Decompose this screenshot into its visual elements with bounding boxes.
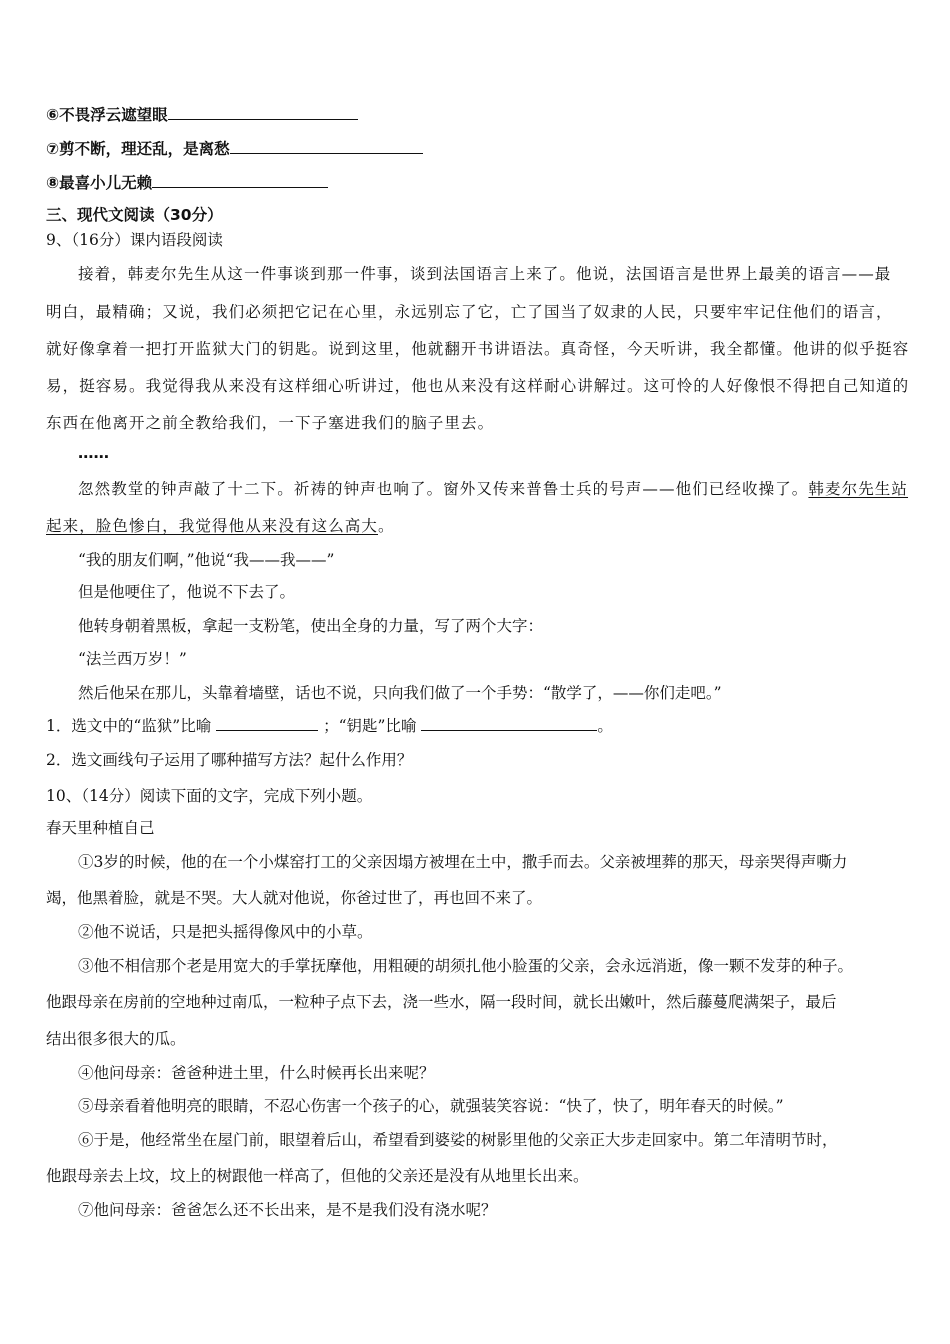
section-title: 三、现代文阅读（30分）: [46, 206, 223, 224]
underlined-sentence: 起来，脸色惨白，我觉得他从来没有这么高大: [46, 517, 379, 535]
poem-line-6: ⑥不畏浮云遮望眼: [46, 104, 358, 125]
answer-blank[interactable]: [152, 172, 328, 188]
paragraph-line: 易，挺容易。我觉得我从来没有这样细心听讲过，他也从来没有这样耐心讲解过。这可怜的人好像恨不得把自己知道的: [46, 377, 910, 395]
paragraph-line: 他跟母亲去上坟，坟上的树跟他一样高了，但他的父亲还是没有从地里长出来。: [46, 1167, 589, 1185]
paragraph-line: 他转身朝着黑板，拿起一支粉笔，使出全身的力量，写了两个大字：: [78, 617, 544, 635]
question-9-heading: 9、（16分）课内语段阅读: [46, 231, 223, 249]
answer-blank[interactable]: [421, 715, 597, 731]
paragraph-line: ①3岁的时候，他的在一个小煤窑打工的父亲因塌方被埋在土中，撒手而去。父亲被埋葬的那天，母亲哭得声嘶力: [78, 853, 848, 871]
paragraph-line: 明白，最精确；又说，我们必须把它记在心里，永远别忘了它，亡了国当了奴隶的人民，只要牢牢记住他们的语言，: [46, 303, 893, 321]
paragraph-line: 起来，脸色惨白，我觉得他从来没有这么高大。: [46, 517, 395, 535]
answer-blank[interactable]: [216, 715, 318, 731]
paragraph-line: 忽然教堂的钟声敲了十二下。祈祷的钟声也响了。窗外又传来普鲁士兵的号声——他们已经收操了。韩麦尔先生站: [78, 480, 909, 498]
paragraph-line: 接着，韩麦尔先生从这一件事谈到那一件事，谈到法国语言上来了。他说，法国语言是世界上最美的语言——最: [78, 265, 892, 283]
poem-line-7: ⑦剪不断，理还乱，是离愁: [46, 138, 423, 159]
paragraph-line: ⑦他问母亲：爸爸怎么还不长出来，是不是我们没有浇水呢？: [78, 1201, 497, 1219]
paragraph-line: ②他不说话，只是把头摇得像风中的小草。: [78, 923, 373, 941]
paragraph-line: 就好像拿着一把打开监狱大门的钥匙。说到这里，他就翻开书讲语法。真奇怪，今天听讲，我全都懂。他讲的似乎挺容: [46, 340, 910, 358]
subquestion-1: 1．选文中的“监狱”比喻 ；“钥匙”比喻 。: [46, 717, 613, 735]
paragraph-line: 东西在他离开之前全教给我们，一下子塞进我们的脑子里去。: [46, 414, 495, 432]
paragraph-line: 结出很多很大的瓜。: [46, 1030, 186, 1048]
answer-blank[interactable]: [168, 104, 358, 120]
paragraph-line: ⑤母亲看着他明亮的眼睛，不忍心伤害一个孩子的心，就强装笑容说：“快了，快了，明年春天的时候。”: [78, 1097, 784, 1115]
paragraph-line: “我的朋友们啊，”他说“我——我——”: [78, 551, 335, 569]
answer-blank[interactable]: [230, 138, 423, 154]
poem-line-8: ⑧最喜小儿无赖: [46, 172, 328, 193]
paragraph-line: 然后他呆在那儿，头靠着墙壁，话也不说，只向我们做了一个手势：“散学了，——你们走吧。”: [78, 684, 722, 702]
paragraph-line: 他跟母亲在房前的空地种过南瓜，一粒种子点下去，浇一些水，隔一段时间，就长出嫩叶，然后藤蔓爬满架子，最后: [46, 993, 837, 1011]
paragraph-line: ④他问母亲：爸爸种进土里，什么时候再长出来呢？: [78, 1064, 435, 1082]
underlined-sentence: 韩麦尔先生站: [808, 480, 909, 498]
paragraph-line: 竭，他黑着脸，就是不哭。大人就对他说，你爸过世了，再也回不来了。: [46, 889, 543, 907]
ellipsis: ……: [78, 444, 109, 462]
paragraph-line: 但是他哽住了，他说不下去了。: [78, 583, 296, 601]
paragraph-line: ⑥于是，他经常坐在屋门前，眼望着后山，希望看到婆娑的树影里他的父亲正大步走回家中。第二年清明节时，: [78, 1131, 838, 1149]
paragraph-line: ③他不相信那个老是用宽大的手掌抚摩他，用粗硬的胡须扎他小脸蛋的父亲，会永远消逝，像一颗不发芽的种子。: [78, 957, 854, 975]
article-title: 春天里种植自己: [46, 819, 155, 837]
question-10-heading: 10、（14分）阅读下面的文字，完成下列小题。: [46, 787, 373, 805]
subquestion-2: 2．选文画线句子运用了哪种描写方法？起什么作用？: [46, 751, 413, 769]
paragraph-line: “法兰西万岁！”: [78, 650, 187, 668]
